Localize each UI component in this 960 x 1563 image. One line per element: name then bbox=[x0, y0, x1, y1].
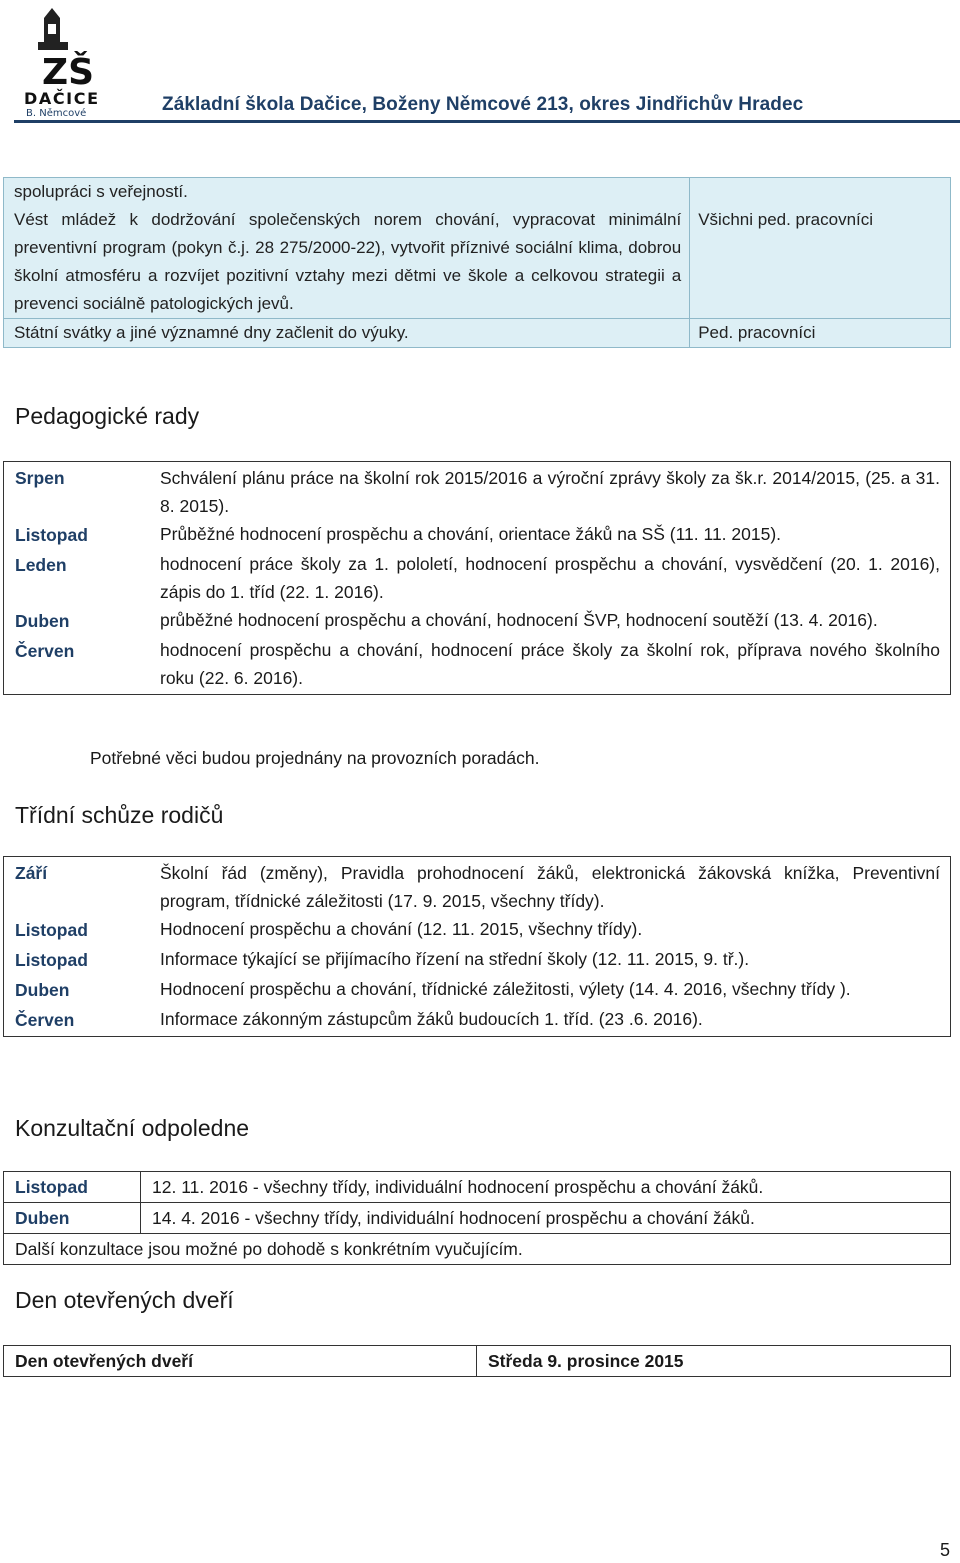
item-cell: hodnocení práce školy za 1. pololetí, hodnocení prospěchu a chování, vysvědčení (20. 1. 2016), zápis do 1. tříd (22. 1. 2016). bbox=[160, 554, 940, 602]
month-cell: Listopad bbox=[4, 1172, 141, 1203]
logo-text-top: ZŠ bbox=[42, 52, 95, 93]
section-heading-pedagogicke-rady: Pedagogické rady bbox=[15, 403, 200, 429]
month-cell: Srpen bbox=[15, 468, 65, 488]
table-row bbox=[4, 1346, 951, 1377]
responsibility-text-b: Vést mládež k dodržování společenských norem chování, vypracovat minimální preventivní program (pokyn č.j. 28 275/2000-22), vytvořit příznivé sociální klima, dobrou školní atmosféru a rozvíjet pozitivní vztahy mezi dětmi ve škole a celkovou strategii a prevenci sociálně patologických jevů. bbox=[14, 210, 682, 313]
section-heading-konzultacni: Konzultační odpoledne bbox=[15, 1115, 250, 1141]
month-cell: Listopad bbox=[15, 950, 88, 970]
table-row bbox=[4, 1172, 951, 1203]
table-row bbox=[4, 1203, 951, 1234]
logo-text-mid: DAČICE bbox=[24, 89, 98, 108]
item-cell: Školní řád (změny), Pravidla prohodnocení žáků, elektronická žákovská knížka, Preventivní program, třídnické záležitosti (17. 9. 2015, všechny třídy). bbox=[160, 863, 940, 911]
school-logo bbox=[22, 6, 104, 118]
den-otevrenych-table bbox=[3, 1345, 951, 1377]
responsibility-owner: Všichni ped. pracovníci bbox=[698, 210, 874, 229]
item-cell: 12. 11. 2016 - všechny třídy, individuální hodnocení prospěchu a chování žáků. bbox=[141, 1172, 951, 1203]
responsibility-text-cell bbox=[4, 178, 690, 319]
section-heading-tridni-schuze: Třídní schůze rodičů bbox=[15, 802, 224, 828]
month-cell: Duben bbox=[15, 980, 70, 1000]
month-cell: Červen bbox=[15, 1010, 75, 1030]
responsibility-text-a: spolupráci s veřejností. bbox=[14, 182, 188, 201]
month-cell: Červen bbox=[15, 641, 75, 661]
table-row bbox=[4, 636, 951, 695]
table-row bbox=[4, 915, 951, 945]
page-number: 5 bbox=[939, 1540, 950, 1560]
table-row bbox=[4, 975, 951, 1005]
table-row bbox=[4, 462, 951, 521]
tridni-schuze-table bbox=[3, 856, 951, 1037]
table-row bbox=[4, 857, 951, 916]
month-cell: Listopad bbox=[15, 525, 88, 545]
table-row bbox=[4, 1005, 951, 1037]
open-day-label: Den otevřených dveří bbox=[4, 1346, 477, 1377]
item-cell: 14. 4. 2016 - všechny třídy, individuální hodnocení prospěchu a chování žáků. bbox=[141, 1203, 951, 1234]
meetings-note: Potřebné věci budou projednány na provozních poradách. bbox=[90, 748, 540, 768]
table-row bbox=[4, 1234, 951, 1265]
open-day-date: Středa 9. prosince 2015 bbox=[477, 1346, 951, 1377]
responsibilities-table bbox=[3, 177, 951, 348]
table-row bbox=[4, 550, 951, 606]
school-logo-graphic bbox=[22, 6, 104, 118]
table-row bbox=[4, 606, 951, 636]
section-heading-den-otevrenych: Den otevřených dveří bbox=[15, 1287, 234, 1313]
item-cell: Průběžné hodnocení prospěchu a chování, orientace žáků na SŠ (11. 11. 2015). bbox=[160, 524, 782, 544]
month-cell: Září bbox=[15, 863, 48, 883]
table-row bbox=[4, 945, 951, 975]
responsibility-text-cell-2: Státní svátky a jiné významné dny začlenit do výuky. bbox=[4, 319, 690, 348]
header-title: Základní škola Dačice, Boženy Němcové 213, okres Jindřichův Hradec bbox=[162, 94, 804, 115]
month-cell: Leden bbox=[15, 555, 67, 575]
item-cell: Informace týkající se přijímacího řízení na střední školy (12. 11. 2015, 9. tř.). bbox=[160, 949, 750, 969]
item-cell: průběžné hodnocení prospěchu a chování, hodnocení ŠVP, hodnocení soutěží (13. 4. 2016). bbox=[160, 610, 878, 630]
month-cell: Duben bbox=[4, 1203, 141, 1234]
responsibility-owner-cell bbox=[690, 178, 951, 319]
item-cell: Schválení plánu práce na školní rok 2015/2016 a výroční zprávy školy za šk.r. 2014/2015, (25. a 31. 8. 2015). bbox=[160, 468, 940, 516]
table-row bbox=[4, 520, 951, 550]
responsibility-owner-cell-2: Ped. pracovníci bbox=[690, 319, 951, 348]
konzultacni-table bbox=[3, 1171, 951, 1265]
konzultacni-footer: Další konzultace jsou možné po dohodě s konkrétním vyučujícím. bbox=[4, 1234, 951, 1265]
logo-text-bottom: B. Němcové bbox=[26, 108, 87, 118]
item-cell: Hodnocení prospěchu a chování, třídnické záležitosti, výlety (14. 4. 2016, všechny třídy ). bbox=[160, 979, 851, 999]
item-cell: hodnocení prospěchu a chování, hodnocení práce školy za školní rok, příprava nového školního roku (22. 6. 2016). bbox=[160, 640, 940, 688]
item-cell: Hodnocení prospěchu a chování (12. 11. 2015, všechny třídy). bbox=[160, 919, 643, 939]
month-cell: Duben bbox=[15, 611, 70, 631]
pedagogicke-rady-table bbox=[3, 461, 951, 695]
month-cell: Listopad bbox=[15, 920, 88, 940]
header-divider bbox=[14, 120, 960, 123]
item-cell: Informace zákonným zástupcům žáků budoucích 1. tříd. (23 .6. 2016). bbox=[160, 1009, 703, 1029]
